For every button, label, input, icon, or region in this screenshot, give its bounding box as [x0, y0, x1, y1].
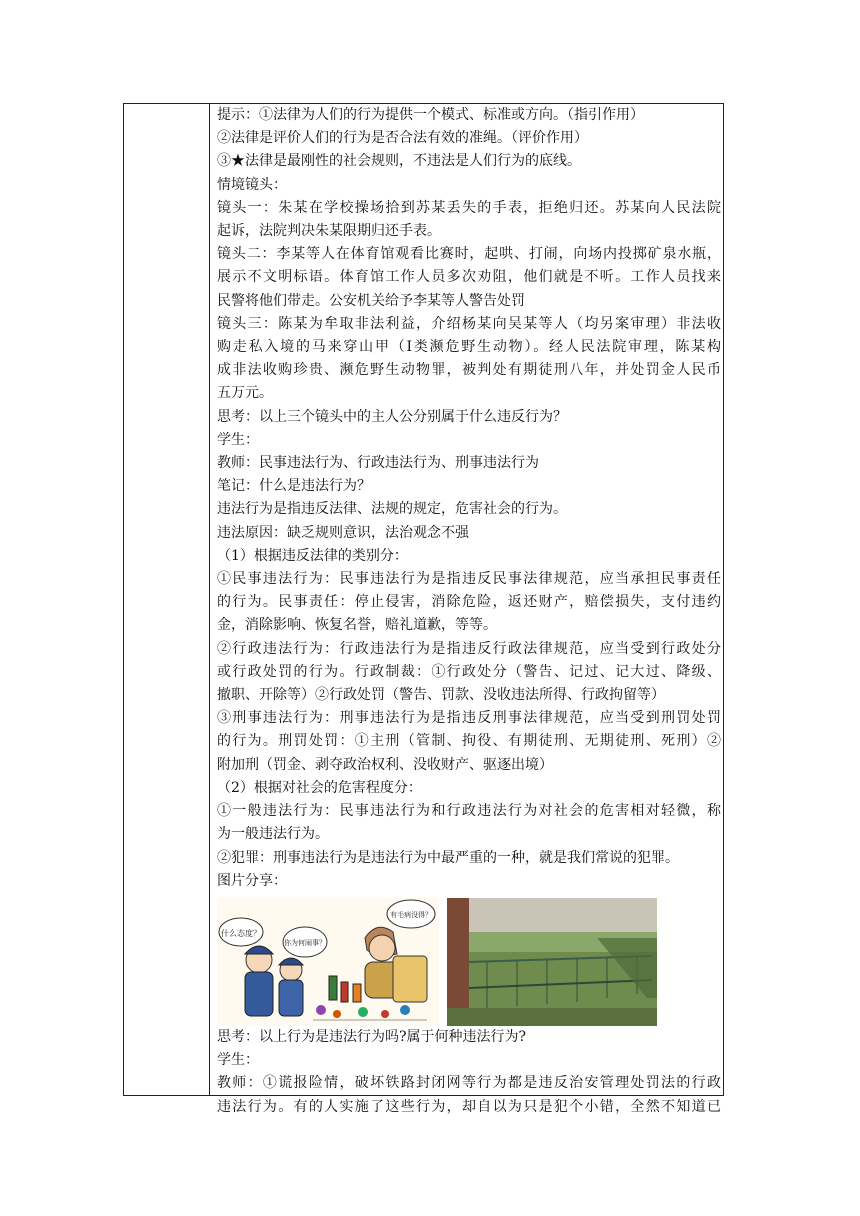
- text-line: 违法原因：缺乏规则意识，法治观念不强: [217, 524, 469, 541]
- bubble-text: 有毛病没得？: [390, 910, 432, 919]
- text-line: 镜头一：朱某在学校操场拾到苏某丢失的手表，拒绝归还。苏某向人民法院: [217, 199, 721, 216]
- text-line: 民警将他们带走。公安机关给予李某等人警告处罚: [217, 292, 525, 309]
- text-line: 撤职、开除等）②行政处罚（警告、罚款、没收违法所得、行政拘留等）: [217, 687, 665, 704]
- text-line: 教师：①谎报险情，破坏铁路封闭网等行为都是违反治安管理处罚法的行政: [217, 1075, 721, 1092]
- bubble-text: 什么态度？: [221, 928, 261, 938]
- text-line: 图片分享：: [217, 872, 287, 889]
- text-line: 或行政处罚的行为。行政制裁：①行政处分（警告、记过、记大过、降级、: [217, 663, 721, 680]
- text-line: 成非法收购珍贵、濒危野生动物罪，被判处有期徒刑八年，并处罚金人民币: [217, 362, 721, 379]
- text-line: 起诉，法院判决朱某限期归还手表。: [217, 223, 441, 240]
- text-line: ①一般违法行为：民事违法行为和行政违法行为对社会的危害相对轻微，称: [217, 803, 721, 820]
- text-line: 镜头二：李某等人在体育馆观看比赛时，起哄、打闹，向场内投掷矿泉水瓶，: [217, 246, 721, 263]
- text-line: （1）根据违反法律的类别分：: [217, 547, 408, 564]
- left-column-cell: [124, 104, 210, 1095]
- text-line: 展示不文明标语。体育馆工作人员多次劝阻，他们就是不听。工作人员找来: [217, 269, 721, 286]
- text-line: 五万元。: [217, 385, 273, 402]
- text-line: 购走私入境的马来穿山甲（Ⅰ类濒危野生动物）。经人民法院审理，陈某构: [217, 339, 721, 356]
- text-line: 违法行为是指违反法律、法规的规定，危害社会的行为。: [217, 501, 567, 518]
- text-line: ②犯罪：刑事违法行为是违法行为中最严重的一种，就是我们常说的犯罪。: [217, 849, 679, 866]
- text-line: 提示：①法律为人们的行为提供一个模式、标准或方向。（指引作用）: [217, 107, 644, 123]
- text-line: ②行政违法行为：行政违法行为是指违反行政法律规范，应当受到行政处分: [217, 640, 721, 657]
- text-line: 学生：: [217, 1052, 259, 1069]
- text-line: ③刑事违法行为：刑事违法行为是指违反刑事法律规范，应当受到刑罚处罚: [217, 710, 721, 727]
- text-line: 学生：: [217, 431, 259, 448]
- text-line: 的行为。民事责任：停止侵害，消除危险，返还财产，赔偿损失，支付违约: [217, 594, 721, 611]
- text-line: 违法行为。有的人实施了这些行为，却自以为只是犯个小错，全然不知道已: [217, 1098, 721, 1115]
- text-line: ③★法律是最刚性的社会规则，不违法是人们行为的底线。: [217, 153, 581, 170]
- text-line: 思考：以上三个镜头中的主人公分别属于什么违反行为？: [217, 408, 567, 425]
- railway-fence-photo: [447, 898, 657, 1026]
- content-cell: [217, 104, 721, 1115]
- text-line: 笔记：什么是违法行为？: [217, 478, 371, 495]
- text-line: 情境镜头：: [217, 176, 287, 193]
- text-line: ①民事违法行为：民事违法行为是指违反民事法律规范，应当承担民事责任: [217, 571, 721, 588]
- text-line: 镜头三：陈某为牟取非法利益，介绍杨某向吴某等人（均另案审理）非法收: [217, 315, 721, 332]
- cartoon-illustration: [217, 898, 439, 1026]
- text-line: ②法律是评价人们的行为是否合法有效的准绳。（评价作用）: [217, 130, 588, 147]
- lesson-table: [123, 103, 724, 1115]
- text-line: 金，消除影响、恢复名誉，赔礼道歉，等等。: [217, 617, 497, 634]
- text-line: 教师：民事违法行为、行政违法行为、刑事违法行为: [217, 455, 539, 472]
- text-line: 为一般违法行为。: [217, 826, 329, 843]
- bubble-text: 你为何闹事？: [284, 938, 326, 947]
- text-line: （2）根据对社会的危害程度分：: [217, 779, 422, 796]
- text-line: 的行为。刑罚处罚：①主刑（管制、拘役、有期徒刑、无期徒刑、死刑）②: [217, 733, 721, 750]
- text-line: 附加刑（罚金、剥夺政治权利、没收财产、驱逐出境）: [217, 756, 553, 773]
- shared-images: [217, 898, 721, 1026]
- text-line: 思考：以上行为是违法行为吗?属于何种违法行为?: [217, 1028, 527, 1045]
